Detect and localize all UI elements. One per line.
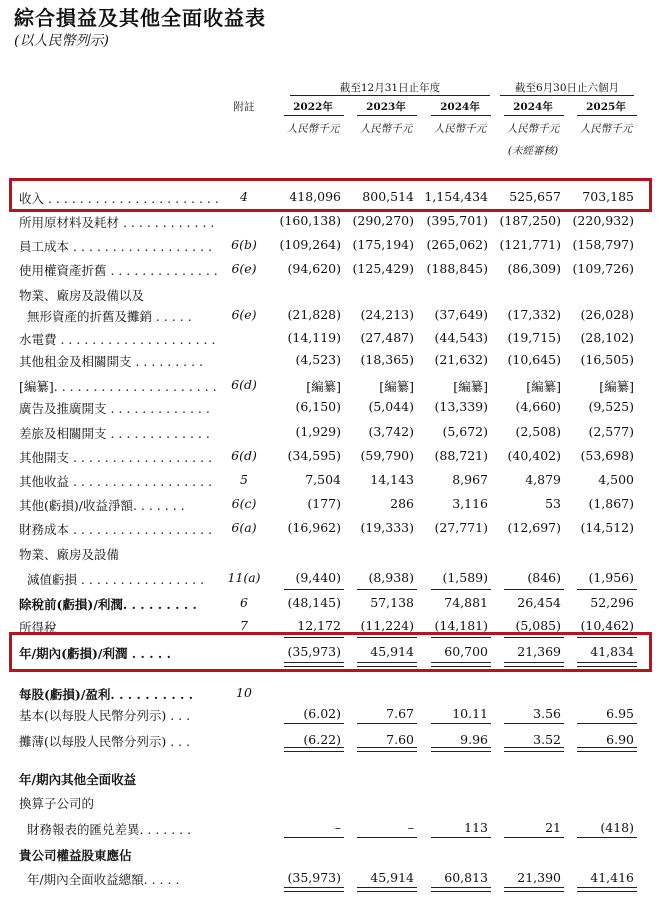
row-label: 收入 . . . . . . . . . . . . . . . . . . . . . . — [19, 191, 219, 206]
table-row — [0, 444, 660, 466]
row-value: (21,828) — [287, 307, 341, 322]
subtotal-rule — [504, 723, 564, 724]
row-value: (2,577) — [588, 424, 634, 439]
row-value: (187,250) — [499, 213, 561, 228]
row-value: (11,224) — [360, 618, 414, 633]
row-label: 所得稅 — [19, 620, 57, 635]
table-row — [0, 681, 660, 703]
row-value: 7.60 — [386, 732, 414, 747]
row-value: (17,332) — [507, 307, 561, 322]
row-label: 攤薄(以每股人民幣分列示) . . . — [19, 734, 191, 749]
row-value: (37,649) — [434, 307, 488, 322]
row-value: (3,742) — [368, 424, 414, 439]
row-value: [編纂] — [379, 379, 414, 394]
subtotal-rule — [504, 589, 564, 590]
row-value: 9.96 — [460, 732, 488, 747]
header-unit: 人民幣千元 — [506, 123, 560, 135]
header-year: 2024年 — [513, 101, 553, 113]
row-value: 7,504 — [305, 472, 341, 487]
row-value: (125,429) — [352, 261, 414, 276]
row-value: [編纂] — [306, 379, 341, 394]
row-value: (24,213) — [360, 307, 414, 322]
row-value: (395,701) — [426, 213, 488, 228]
header-year: 2022年 — [293, 101, 333, 113]
row-value: (19,333) — [360, 520, 414, 535]
row-value: (265,062) — [426, 237, 488, 252]
row-label: 差旅及相關開支 . . . . . . . . . . . . . — [19, 426, 210, 441]
row-label: 員工成本 . . . . . . . . . . . . . . . . . . — [19, 239, 213, 254]
header-rule — [284, 115, 344, 116]
header-rule — [577, 115, 637, 116]
table-row — [0, 348, 660, 370]
table-row — [0, 303, 660, 325]
row-value: (188,845) — [426, 261, 488, 276]
row-value: 21,369 — [517, 644, 561, 659]
total-double-rule — [357, 747, 417, 752]
header-group-fy: 截至12月31日止年度 — [339, 82, 441, 94]
row-value: 286 — [390, 496, 414, 511]
row-value: – — [407, 820, 414, 835]
row-value: (88,721) — [434, 448, 488, 463]
header-unit: 人民幣千元 — [579, 123, 633, 135]
row-value: 8,967 — [452, 472, 488, 487]
header-rule — [500, 95, 634, 96]
row-value: 113 — [464, 820, 488, 835]
row-label: [編纂]. . . . . . . . . . . . . . . . . . . . . — [19, 379, 217, 394]
row-label: 物業、廠房及設備以及 — [19, 288, 145, 303]
row-label: 其他(虧損)/收益淨額. . . . . . . — [19, 498, 185, 513]
row-value: 703,185 — [582, 189, 634, 204]
table-row — [0, 516, 660, 538]
row-value: (160,138) — [279, 213, 341, 228]
table-row — [0, 866, 660, 888]
row-value: [編纂] — [599, 379, 634, 394]
total-double-rule — [504, 887, 564, 892]
subtotal-rule — [431, 589, 491, 590]
row-value: (40,402) — [507, 448, 561, 463]
row-value: 45,914 — [370, 870, 414, 885]
row-value: (5,672) — [442, 424, 488, 439]
row-value: (21,632) — [434, 352, 488, 367]
table-row — [0, 326, 660, 348]
page-title: 綜合損益及其他全面收益表 — [14, 6, 266, 30]
row-value: (1,867) — [588, 496, 634, 511]
row-value: 4,500 — [598, 472, 634, 487]
total-double-rule — [577, 887, 637, 892]
row-label: 使用權資產折舊 . . . . . . . . . . . . . . — [19, 263, 218, 278]
row-value: 4,879 — [525, 472, 561, 487]
row-note: 11(a) — [227, 570, 261, 585]
header-unit: 人民幣千元 — [433, 123, 487, 135]
row-value: 21,390 — [517, 870, 561, 885]
subtotal-rule — [431, 723, 491, 724]
subtotal-rule — [357, 837, 417, 838]
row-value: 6.95 — [606, 706, 634, 721]
row-value: (6.22) — [303, 732, 341, 747]
row-value: (86,309) — [507, 261, 561, 276]
currency-subtitle: (以人民幣列示) — [14, 33, 109, 49]
row-label: 年/期內全面收益總額. . . . . — [19, 872, 180, 887]
row-label: 物業、廠房及設備 — [19, 547, 120, 562]
table-row — [0, 492, 660, 514]
table-row — [0, 209, 660, 231]
row-value: 41,416 — [590, 870, 634, 885]
row-label: 基本(以每股人民幣分列示) . . . — [19, 708, 191, 723]
subtotal-rule — [577, 837, 637, 838]
row-label: 貴公司權益股東應佔 — [19, 848, 132, 863]
row-value: (18,365) — [360, 352, 414, 367]
row-value: [編纂] — [526, 379, 561, 394]
row-note: 5 — [240, 472, 248, 487]
header-group-six-months: 截至6月30日止六個月 — [514, 82, 620, 94]
row-note: 6(b) — [231, 237, 257, 252]
row-value: [編纂] — [453, 379, 488, 394]
header-rule — [504, 115, 564, 116]
row-label: 其他租金及相關開支 . . . . . . . . . — [19, 354, 204, 369]
header-rule — [290, 95, 490, 96]
table-row — [0, 702, 660, 724]
row-value: (9,525) — [588, 399, 634, 414]
row-value: (6.02) — [303, 706, 341, 721]
subtotal-rule — [577, 589, 637, 590]
row-label: 所用原材料及耗材 . . . . . . . . . . . . — [19, 215, 215, 230]
row-value: 12,172 — [297, 618, 341, 633]
header-rule — [431, 115, 491, 116]
subtotal-rule — [431, 837, 491, 838]
row-value: (13,339) — [434, 399, 488, 414]
row-value: (34,595) — [287, 448, 341, 463]
row-value: 21 — [545, 820, 561, 835]
row-label: 每股(虧損)/盈利. . . . . . . . . . — [19, 687, 194, 702]
table-row — [0, 257, 660, 279]
row-note: 6(e) — [231, 261, 257, 276]
subtotal-rule — [284, 723, 344, 724]
subtotal-rule — [577, 723, 637, 724]
row-value: 1,154,434 — [424, 189, 488, 204]
row-label: 除稅前(虧損)/利潤. . . . . . . . . — [19, 597, 197, 612]
row-value: (158,797) — [572, 237, 634, 252]
row-value: (1,956) — [588, 570, 634, 585]
row-value: (14,512) — [580, 520, 634, 535]
row-value: 7.67 — [386, 706, 414, 721]
row-value: 10.11 — [452, 706, 488, 721]
subtotal-rule — [504, 837, 564, 838]
row-value: (290,270) — [352, 213, 414, 228]
total-double-rule — [357, 887, 417, 892]
row-label: 年/期內(虧損)/利潤 . . . . . — [19, 646, 171, 661]
row-note: 6(d) — [231, 448, 257, 463]
row-value: 525,657 — [509, 189, 561, 204]
row-value: (19,715) — [507, 330, 561, 345]
row-label: 其他開支 . . . . . . . . . . . . . . . . . . — [19, 450, 213, 465]
table-row — [0, 373, 660, 395]
header-year: 2025年 — [586, 101, 626, 113]
row-label: 其他收益 . . . . . . . . . . . . . . . . . . — [19, 474, 213, 489]
row-note: 6(a) — [231, 520, 257, 535]
row-value: (177) — [307, 496, 341, 511]
table-row — [0, 816, 660, 838]
row-value: 53 — [545, 496, 561, 511]
row-value: – — [334, 820, 341, 835]
row-note: 10 — [236, 685, 252, 700]
row-value: (5,085) — [515, 618, 561, 633]
row-value: 3,116 — [452, 496, 488, 511]
row-value: (27,771) — [434, 520, 488, 535]
row-value: (5,044) — [368, 399, 414, 414]
row-note: 7 — [240, 618, 248, 633]
row-value: 26,454 — [517, 595, 561, 610]
row-label: 廣告及推廣開支 . . . . . . . . . . . . . — [19, 401, 210, 416]
row-value: 57,138 — [370, 595, 414, 610]
total-double-rule — [577, 747, 637, 752]
row-value: 60,813 — [444, 870, 488, 885]
row-value: (109,726) — [572, 261, 634, 276]
header-unit: 人民幣千元 — [286, 123, 340, 135]
header-year: 2024年 — [440, 101, 480, 113]
row-value: (48,145) — [287, 595, 341, 610]
row-value: (2,508) — [515, 424, 561, 439]
table-row — [0, 591, 660, 613]
row-value: (35,973) — [287, 870, 341, 885]
row-value: (418) — [600, 820, 634, 835]
row-value: 3.56 — [533, 706, 561, 721]
row-note: 6(d) — [231, 377, 257, 392]
row-value: (16,962) — [287, 520, 341, 535]
row-value: (12,697) — [507, 520, 561, 535]
row-value: (121,771) — [499, 237, 561, 252]
header-year: 2023年 — [366, 101, 406, 113]
table-row — [0, 233, 660, 255]
row-value: 418,096 — [289, 189, 341, 204]
row-value: 45,914 — [370, 644, 414, 659]
total-double-rule — [284, 747, 344, 752]
row-value: (53,698) — [580, 448, 634, 463]
row-value: 60,700 — [444, 644, 488, 659]
total-double-rule — [431, 747, 491, 752]
row-value: (4,660) — [515, 399, 561, 414]
row-value: (9,440) — [295, 570, 341, 585]
row-value: 74,881 — [444, 595, 488, 610]
row-label: 年/期內其他全面收益 — [19, 772, 137, 787]
table-row — [0, 541, 660, 563]
row-value: (14,119) — [287, 330, 341, 345]
row-label: 減值虧損 . . . . . . . . . . . . . . . . — [19, 572, 205, 587]
row-note: 6(e) — [231, 307, 257, 322]
row-value: (27,487) — [360, 330, 414, 345]
row-value: 6.90 — [606, 732, 634, 747]
row-value: (175,194) — [352, 237, 414, 252]
table-row — [0, 420, 660, 442]
subtotal-rule — [284, 589, 344, 590]
row-value: (8,938) — [368, 570, 414, 585]
row-value: (1,929) — [295, 424, 341, 439]
row-value: (14,181) — [434, 618, 488, 633]
table-row — [0, 566, 660, 588]
row-value: (1,589) — [442, 570, 488, 585]
subtotal-rule — [357, 723, 417, 724]
total-double-rule — [504, 747, 564, 752]
table-row — [0, 282, 660, 304]
table-row — [0, 766, 660, 788]
total-double-rule — [284, 887, 344, 892]
row-note: 6(c) — [231, 496, 257, 511]
table-row — [0, 395, 660, 417]
row-label: 財務報表的匯兑差異. . . . . . . — [19, 822, 192, 837]
row-label: 財務成本 . . . . . . . . . . . . . . . . . . — [19, 522, 213, 537]
row-value: (220,932) — [572, 213, 634, 228]
row-value: (109,264) — [279, 237, 341, 252]
row-value: (10,462) — [580, 618, 634, 633]
row-label: 水電費 . . . . . . . . . . . . . . . . . . . . — [19, 332, 216, 347]
row-value: (16,505) — [580, 352, 634, 367]
profit-highlight-box — [9, 632, 652, 672]
revenue-highlight-box — [9, 178, 652, 212]
table-row — [0, 842, 660, 864]
row-value: 52,296 — [590, 595, 634, 610]
row-value: (846) — [527, 570, 561, 585]
row-label: 無形資產的折舊及攤銷 . . . . . — [19, 309, 192, 324]
row-label: 換算子公司的 — [19, 796, 95, 811]
row-value: 3.52 — [533, 732, 561, 747]
subtotal-rule — [357, 589, 417, 590]
row-value: 800,514 — [362, 189, 414, 204]
table-row — [0, 468, 660, 490]
header-rule — [357, 115, 417, 116]
row-value: (10,645) — [507, 352, 561, 367]
total-double-rule — [431, 887, 491, 892]
header-unaudited: (未經審核) — [507, 145, 559, 157]
row-value: (28,102) — [580, 330, 634, 345]
row-value: 41,834 — [590, 644, 634, 659]
table-row — [0, 790, 660, 812]
subtotal-rule — [284, 837, 344, 838]
row-value: (4,523) — [295, 352, 341, 367]
row-value: (94,620) — [287, 261, 341, 276]
header-unit: 人民幣千元 — [359, 123, 413, 135]
row-note: 6 — [240, 595, 248, 610]
row-note: 4 — [240, 189, 248, 204]
row-value: (44,543) — [434, 330, 488, 345]
row-value: (59,790) — [360, 448, 414, 463]
row-value: (35,973) — [287, 644, 341, 659]
row-value: (26,028) — [580, 307, 634, 322]
row-value: (6,150) — [295, 399, 341, 414]
row-value: 14,143 — [370, 472, 414, 487]
header-note-label: 附註 — [233, 101, 255, 113]
